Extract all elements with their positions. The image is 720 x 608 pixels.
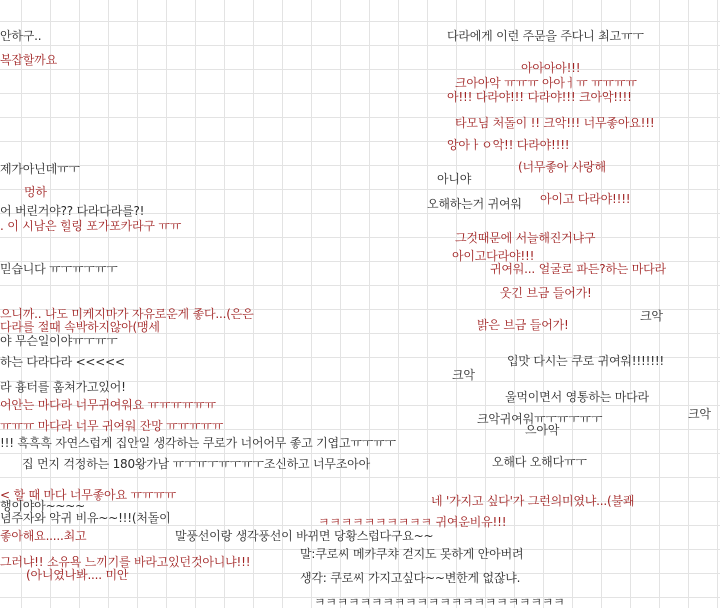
chat-comment: 아이고다라야!!! (452, 249, 535, 263)
chat-comment: ㅋㅋㅋㅋㅋㅋㅋㅋㅋㅋㅋㅋㅋㅋㅋㅋㅋㅋㅋㅋㅋㅋ (314, 595, 565, 608)
chat-comment: ㅠㅠㅠ 마다라 너무 귀여워 잔망 ㅠㅠㅠㅠㅠ (0, 419, 224, 433)
chat-comment: 어 버린거야?? 다라다라를?! (0, 204, 145, 218)
chat-comment: 복잡할까요 (0, 53, 57, 67)
chat-comment: 크악귀여워ㅠㅜㅠㅜㅠㅜ (477, 412, 603, 426)
chat-comment: 웃긴 브금 들어가! (500, 286, 592, 300)
chat-comment: 아니야 (437, 172, 472, 186)
chat-comment: < 할 때 마다 너무좋아요 ㅠㅠㅠㅠ (0, 488, 177, 502)
chat-comment: 제가아닌데ㅠㅜ (0, 162, 80, 176)
chat-comment: 그러냐!! 소유욕 느끼기를 바라고있던것아니냐!!! (0, 555, 251, 569)
chat-comment: 아!!! 다라야!!! 다라야!!! 크아악!!!! (447, 90, 632, 104)
chat-comment: 크아아악 ㅠㅠㅠ 아아ㅓㅠ ㅠㅠㅠㅠ (455, 76, 637, 90)
chat-comment: 행이야아~~~~ (0, 499, 85, 513)
chat-comment: 어안는 마다라 너무귀여워요 ㅠㅠㅠㅠㅠㅠ (0, 398, 216, 412)
chat-comment: 말풍선이랑 생각풍선이 바뀌면 당황스럽다구요~~ (175, 529, 434, 543)
chat-comment: 야 무슨일이야ㅠㅜㅠㅜ (0, 334, 118, 348)
chat-comment: 생각: 쿠로씨 가지고싶다~~변한게 없잖냐. (300, 571, 521, 585)
chat-comment: . 이 시남은 힐링 포가포카라구 ㅠㅠ (0, 219, 182, 233)
chat-comment: 크악 (640, 309, 663, 323)
chat-comment: 다라를 절때 속박하지않아(맹세 (0, 320, 160, 334)
chat-comment: 앙아ㅏㅇ악!! 다라야!!!! (447, 138, 570, 152)
chat-comment: 말:쿠로씨 메카쿠챠 걷지도 못하게 안아버려 (300, 547, 524, 561)
chat-comment: 념주자와 악귀 비유~~!!!(처돌이 (0, 511, 171, 525)
chat-comment: 아이고 다라야!!!! (540, 192, 631, 206)
chat-comment: 집 먼지 걱정하는 180왕가남 ㅠㅜㅠㅜㅠㅜㅠㅜ조신하고 너무조아아 (22, 457, 370, 471)
chat-comment: 다라에게 이런 주문을 주다니 최고ㅠㅜ (447, 29, 644, 43)
chat-comment: 으아악 (525, 423, 560, 437)
chat-comment: 오해다 오해다ㅠㅜ (492, 455, 587, 469)
chat-comment: 아아아아!!! (521, 61, 581, 75)
chat-comment: 으니까.. 나도 미케지마가 자유로운게 좋다...(은은 (0, 307, 254, 321)
chat-comment: 좋아해요.....최고 (0, 529, 87, 543)
chat-comment: 입맛 다시는 쿠로 귀여워!!!!!!! (507, 354, 665, 368)
chat-comment: 라 흉터를 훔쳐가고있어! (0, 380, 126, 394)
chat-comment: !!! 흑흑흑 자연스럽게 집안일 생각하는 쿠로가 너어어무 좋고 기엽고ㅠㅜㅠㅜ (0, 436, 396, 450)
chat-comment: 크악 (688, 407, 711, 421)
chat-comment: (아니였나봐.... 미안 (26, 568, 129, 582)
chat-comment: 오해하는거 귀여워 (427, 197, 522, 211)
chat-comment: 안하구.. (0, 29, 42, 43)
chat-comment: 그것때문에 서늘해진거냐구 (455, 231, 596, 245)
chat-comment: 귀여워... 얼굴로 파든?하는 마다라 (490, 262, 666, 276)
chat-comment: 크악 (452, 368, 475, 382)
chat-comment: (너무좋아 사랑해 (518, 160, 606, 174)
chat-comment: 네 '가지고 싶다'가 그런의미였냐...(불쾌 (431, 494, 635, 508)
chat-comment: 울먹이면서 영통하는 마다라 (505, 390, 649, 404)
chat-comment: 하는 다라다라 <<<<< (0, 355, 125, 369)
chat-comment: 타모님 처돌이 !! 크악!!! 너무좋아요!!! (455, 116, 655, 130)
chat-comment: 멍하 (24, 185, 47, 199)
chat-comment: 믿습니다 ㅠㅜㅠㅜㅠㅜ (0, 262, 118, 276)
chat-comment: 밝은 브금 들어가! (477, 318, 569, 332)
chat-comment: ㅋㅋㅋㅋㅋㅋㅋㅋㅋㅋ 귀여운비유!!! (318, 515, 507, 529)
